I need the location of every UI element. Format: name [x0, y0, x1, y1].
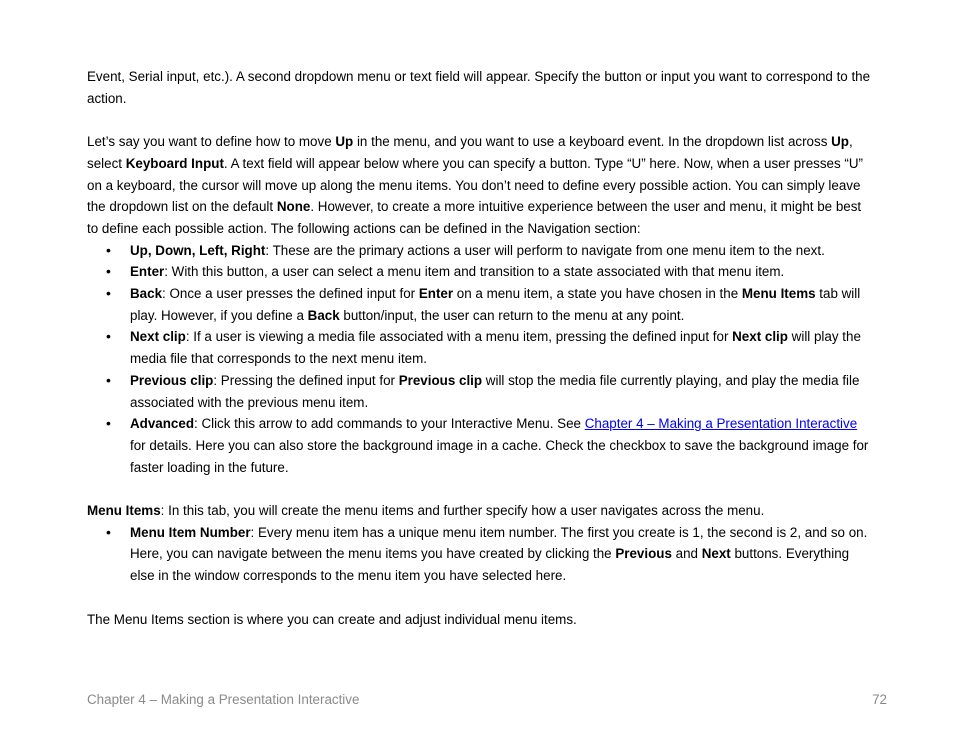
list-item-up-down-left-right: [87, 240, 872, 262]
intro-paragraph: Event, Serial input, etc.). A second dropdown menu or text field will appear. Specify the button or input you want to correspond to the action.: [87, 69, 871, 106]
item-term: Next clip: [130, 329, 186, 345]
bold-enter: Enter: [418, 286, 454, 302]
menu-items-paragraph: [87, 500, 872, 522]
item-term: Advanced: [130, 416, 194, 432]
item-text: will stop the media file currently playing, and play the media file associated with the previous menu item.: [130, 372, 860, 410]
bold-previous: Previous: [615, 546, 672, 562]
navigation-paragraph: [87, 131, 872, 240]
footer-chapter-title: Chapter 4 – Making a Presentation Interactive: [87, 692, 360, 707]
list-item-menu-item-number: [87, 522, 872, 587]
item-text: : Click this arrow to add commands to your Interactive Menu. See: [194, 416, 585, 432]
page-body: [87, 66, 872, 630]
item-text: : Every menu item has a unique menu item number. The first you create is 1, the second is 2, and so on. Here, you can navigate between the menu items you have created by clicking the: [130, 524, 868, 562]
item-term: Up, Down, Left, Right: [130, 242, 266, 258]
bullet-icon: •: [106, 371, 111, 388]
menu-items-list: [87, 522, 872, 587]
bold-back: Back: [307, 307, 340, 323]
text-run: , select: [87, 134, 853, 171]
bold-next-clip: Next clip: [732, 329, 788, 345]
text-run: . A text field will appear below where you can specify a button. Type “U” here. Now, when a user presses “U” on a keyboard, the cursor will move up along the menu items. You don’t need to define every possible action. You can simply leave the dropdown list on the default: [87, 155, 864, 215]
text-run: Let’s say you want to define how to move: [87, 134, 336, 150]
bold-menu-items: Menu Items: [87, 503, 161, 519]
text-run: . However, to create a more intuitive experience between the user and menu, it might be best to define each possible action. The following actions can be defined in the Navigation section:: [87, 199, 862, 236]
bold-keyboard-input: Keyboard Input: [125, 155, 224, 171]
bullet-icon: •: [106, 523, 111, 540]
item-text: : Pressing the defined input for: [213, 372, 399, 388]
item-term: Menu Item Number: [130, 524, 251, 540]
paragraph-gap: [87, 587, 872, 609]
footer-page-number: 72: [872, 692, 887, 707]
page-footer: [87, 692, 887, 707]
text-run: : In this tab, you will create the menu items and further specify how a user navigates across the menu.: [160, 503, 765, 519]
item-term: Previous clip: [130, 372, 214, 388]
item-text: and: [671, 546, 702, 562]
bullet-icon: •: [106, 241, 111, 258]
bold-previous-clip: Previous clip: [398, 372, 483, 388]
text-run: in the menu, and you want to use a keyboard event. In the dropdown list across: [353, 134, 832, 150]
bold-menu-items: Menu Items: [741, 286, 816, 302]
list-item-advanced: [87, 413, 872, 478]
item-text: for details. Here you can also store the background image in a cache. Check the checkbox to save the background image for faster loading in the future.: [130, 437, 869, 475]
item-text: : These are the primary actions a user will perform to navigate from one menu item to the next.: [265, 242, 825, 258]
list-item-previous-clip: [87, 370, 872, 413]
bullet-icon: •: [106, 328, 111, 345]
item-text: will play the media file that corresponds to the next menu item.: [130, 329, 861, 367]
bullet-icon: •: [106, 263, 111, 280]
list-item-next-clip: [87, 326, 872, 369]
item-text: on a menu item, a state you have chosen in the: [453, 286, 742, 302]
paragraph-gap: [87, 478, 872, 500]
list-item-enter: [87, 261, 872, 283]
bold-up: Up: [831, 134, 849, 150]
item-text: : If a user is viewing a media file associated with a menu item, pressing the defined input for: [185, 329, 733, 345]
chapter-4-link[interactable]: Chapter 4 – Making a Presentation Interactive: [584, 416, 858, 432]
closing-paragraph: The Menu Items section is where you can create and adjust individual menu items.: [87, 611, 577, 627]
item-text: button/input, the user can return to the menu at any point.: [339, 307, 685, 323]
list-item-back: [87, 283, 872, 326]
bold-up: Up: [335, 134, 354, 150]
item-text: buttons. Everything else in the window corresponds to the menu item you have selected here.: [130, 546, 850, 584]
bold-none: None: [276, 199, 311, 215]
bullet-icon: •: [106, 415, 111, 432]
navigation-actions-list: [87, 240, 872, 479]
item-text: tab will play. However, if you define a: [130, 286, 861, 323]
bullet-icon: •: [106, 285, 111, 302]
item-text: : Once a user presses the defined input for: [162, 286, 419, 302]
item-term: Back: [130, 286, 163, 302]
paragraph-gap: [87, 109, 872, 131]
bold-next: Next: [701, 546, 731, 562]
item-term: Enter: [130, 264, 165, 280]
item-text: : With this button, a user can select a menu item and transition to a state associated with that menu item.: [164, 264, 785, 280]
